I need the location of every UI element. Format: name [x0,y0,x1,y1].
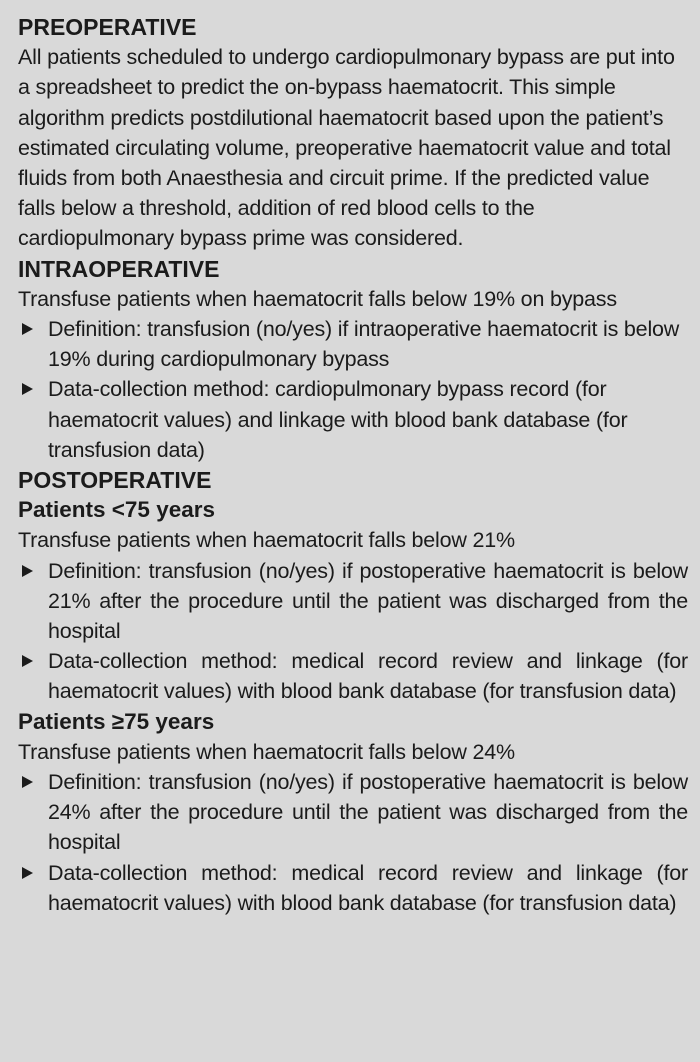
postoperative-heading: POSTOPERATIVE [18,467,212,494]
triangle-right-icon [22,323,33,335]
intraoperative-heading: INTRAOPERATIVE [18,255,220,282]
triangle-right-icon [22,383,33,395]
preoperative-heading: PREOPERATIVE [18,14,197,40]
postoperative-definition-item-75-plus [18,767,688,858]
postoperative-bullet-list-75-plus [18,767,688,918]
postoperative-data-collection-item-under-75 [18,646,688,706]
postoperative-lead-under-75: Transfuse patients when haematocrit falls below 21% [18,528,515,553]
postoperative-data-collection-text-75-plus: Data-collection method: medical record review and linkage (for haematocrit values) with blood bank database (for transfusion data) [48,860,688,915]
postoperative-definition-text-under-75: Definition: transfusion (no/yes) if postoperative haematocrit is below 21% after the procedure until the patient was discharged from the hospital [48,558,688,644]
intraoperative-data-collection-text: Data-collection method: cardiopulmonary bypass record (for haematocrit values) and linkage with blood bank database (for transfusion data) [48,377,628,462]
preoperative-paragraph: All patients scheduled to undergo cardiopulmonary bypass are put into a spreadsheet to predict the on-bypass haematocrit. This simple algorithm predicts postdilutional haematocrit based upon the patient’s estimated circulating volume, preoperative haematocrit value and total fluids from both Anaesthesia and circuit prime. If the predicted value falls below a threshold, addition of red blood cells to the cardiopulmonary bypass prime was considered. [18,45,675,251]
intraoperative-bullet-list [18,314,688,465]
postoperative-bullet-list-under-75 [18,556,688,707]
triangle-right-icon [22,655,33,667]
postoperative-subheading-75-plus: Patients ≥75 years [18,708,215,734]
postoperative-data-collection-item-75-plus [18,858,688,918]
triangle-right-icon [22,565,33,577]
postoperative-lead-75-plus: Transfuse patients when haematocrit falls below 24% [18,739,515,764]
postoperative-subheading-under-75: Patients <75 years [18,497,216,523]
postoperative-definition-item-under-75 [18,556,688,647]
intraoperative-definition-item [18,314,688,374]
intraoperative-lead: Transfuse patients when haematocrit falls below 19% on bypass [18,286,617,311]
triangle-right-icon [22,867,33,879]
postoperative-data-collection-text-under-75: Data-collection method: medical record review and linkage (for haematocrit values) with blood bank database (for transfusion data) [48,649,688,704]
postoperative-definition-text-75-plus: Definition: transfusion (no/yes) if postoperative haematocrit is below 24% after the procedure until the patient was discharged from the hospital [48,770,688,855]
intraoperative-definition-text: Definition: transfusion (no/yes) if intraoperative haematocrit is below 19% during cardiopulmonary bypass [48,317,680,372]
triangle-right-icon [22,776,33,788]
intraoperative-data-collection-item [18,374,688,465]
